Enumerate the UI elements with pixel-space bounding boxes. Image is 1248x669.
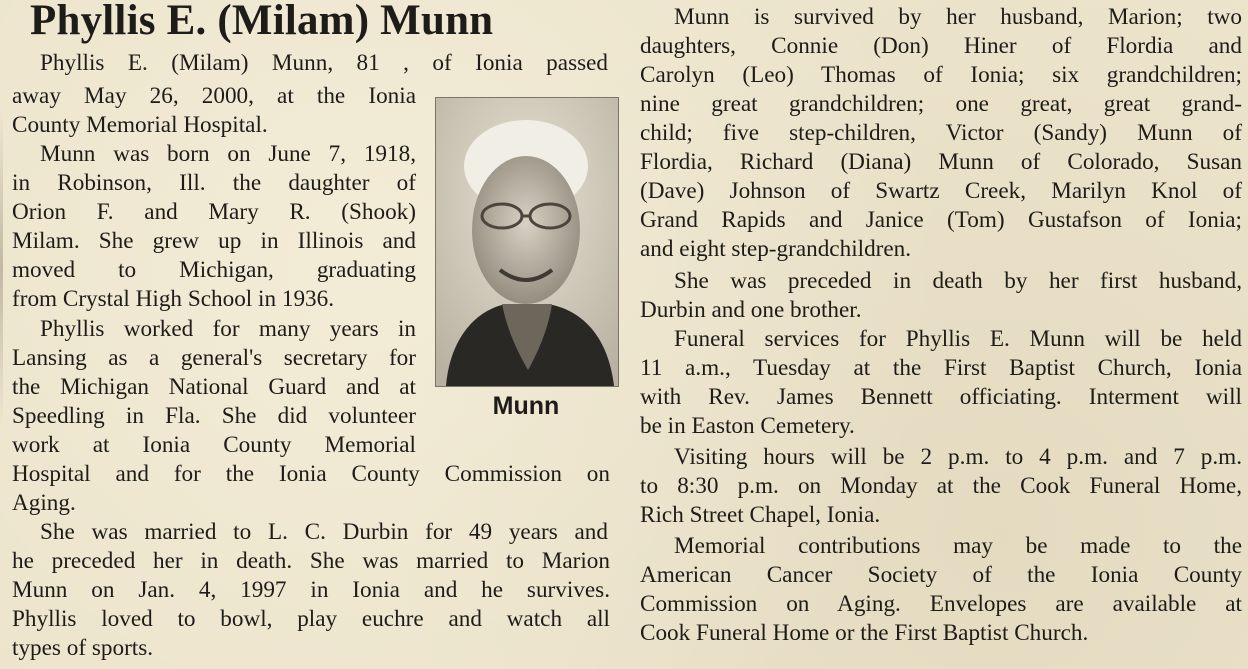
article-line: Commission on Aging. Envelopes are available at — [640, 591, 1242, 617]
article-line: Orion F. and Mary R. (Shook) — [12, 199, 416, 225]
article-line: Durbin and one brother. — [640, 297, 862, 323]
portrait-illustration — [436, 98, 618, 386]
portrait-photo — [435, 97, 619, 387]
photo-caption: Munn — [492, 392, 560, 420]
article-line: Rich Street Chapel, Ionia. — [640, 502, 881, 528]
article-line: County Memorial Hospital. — [12, 112, 268, 138]
article-line: in Robinson, Ill. the daughter of — [12, 170, 416, 196]
article-line: types of sports. — [12, 635, 154, 661]
article-line: Aging. — [12, 490, 76, 516]
article-line: nine great grandchildren; one great, great grand- — [640, 91, 1242, 117]
article-line: Munn was born on June 7, 1918, — [40, 141, 416, 167]
article-line: moved to Michigan, graduating — [12, 257, 416, 283]
article-line: Phyllis worked for many years in — [40, 316, 416, 342]
article-line: She was married to L. C. Durbin for 49 years and — [40, 519, 608, 545]
article-line: work at Ionia County Memorial — [12, 432, 416, 458]
article-line: Munn on Jan. 4, 1997 in Ionia and he survives. — [12, 577, 610, 603]
article-line: daughters, Connie (Don) Hiner of Flordia and — [640, 33, 1242, 59]
article-line: be in Easton Cemetery. — [640, 413, 855, 439]
article-line: from Crystal High School in 1936. — [12, 286, 335, 312]
article-line: Visiting hours will be 2 p.m. to 4 p.m. and 7 p.m. — [674, 444, 1242, 470]
article-line: Hospital and for the Ionia County Commission on — [12, 461, 610, 487]
article-line: child; five step-children, Victor (Sandy) Munn of — [640, 120, 1242, 146]
article-line: to 8:30 p.m. on Monday at the Cook Funeral Home, — [640, 473, 1242, 499]
obituary-headline: Phyllis E. (Milam) Munn — [30, 0, 494, 44]
article-line: away May 26, 2000, at the Ionia — [12, 83, 416, 109]
article-line: She was preceded in death by her first husband, — [674, 268, 1242, 294]
article-line: Carolyn (Leo) Thomas of Ionia; six grandchildren; — [640, 62, 1242, 88]
paper-fold-mark — [0, 108, 3, 428]
article-line: Phyllis loved to bowl, play euchre and watch all — [12, 606, 610, 632]
article-line: Memorial contributions may be made to the — [674, 533, 1242, 559]
article-line: Phyllis E. (Milam) Munn, 81 , of Ionia passed — [40, 50, 608, 76]
article-line: Speedling in Fla. She did volunteer — [12, 403, 416, 429]
article-line: Grand Rapids and Janice (Tom) Gustafson of Ionia; — [640, 207, 1242, 233]
article-line: with Rev. James Bennett officiating. Interment will — [640, 384, 1242, 410]
article-line: and eight step-grandchildren. — [640, 236, 912, 262]
article-line: Lansing as a general's secretary for — [12, 345, 416, 371]
article-line: the Michigan National Guard and at — [12, 374, 416, 400]
article-line: he preceded her in death. She was married to Marion — [12, 548, 610, 574]
article-line: (Dave) Johnson of Swartz Creek, Marilyn Knol of — [640, 178, 1242, 204]
article-line: American Cancer Society of the Ionia County — [640, 562, 1242, 588]
article-line: Milam. She grew up in Illinois and — [12, 228, 416, 254]
article-line: Cook Funeral Home or the First Baptist Church. — [640, 620, 1089, 646]
article-line: 11 a.m., Tuesday at the First Baptist Church, Ionia — [640, 355, 1242, 381]
article-line: Flordia, Richard (Diana) Munn of Colorado, Susan — [640, 149, 1242, 175]
article-line: Munn is survived by her husband, Marion; two — [674, 4, 1242, 30]
article-line: Funeral services for Phyllis E. Munn will be held — [674, 326, 1242, 352]
